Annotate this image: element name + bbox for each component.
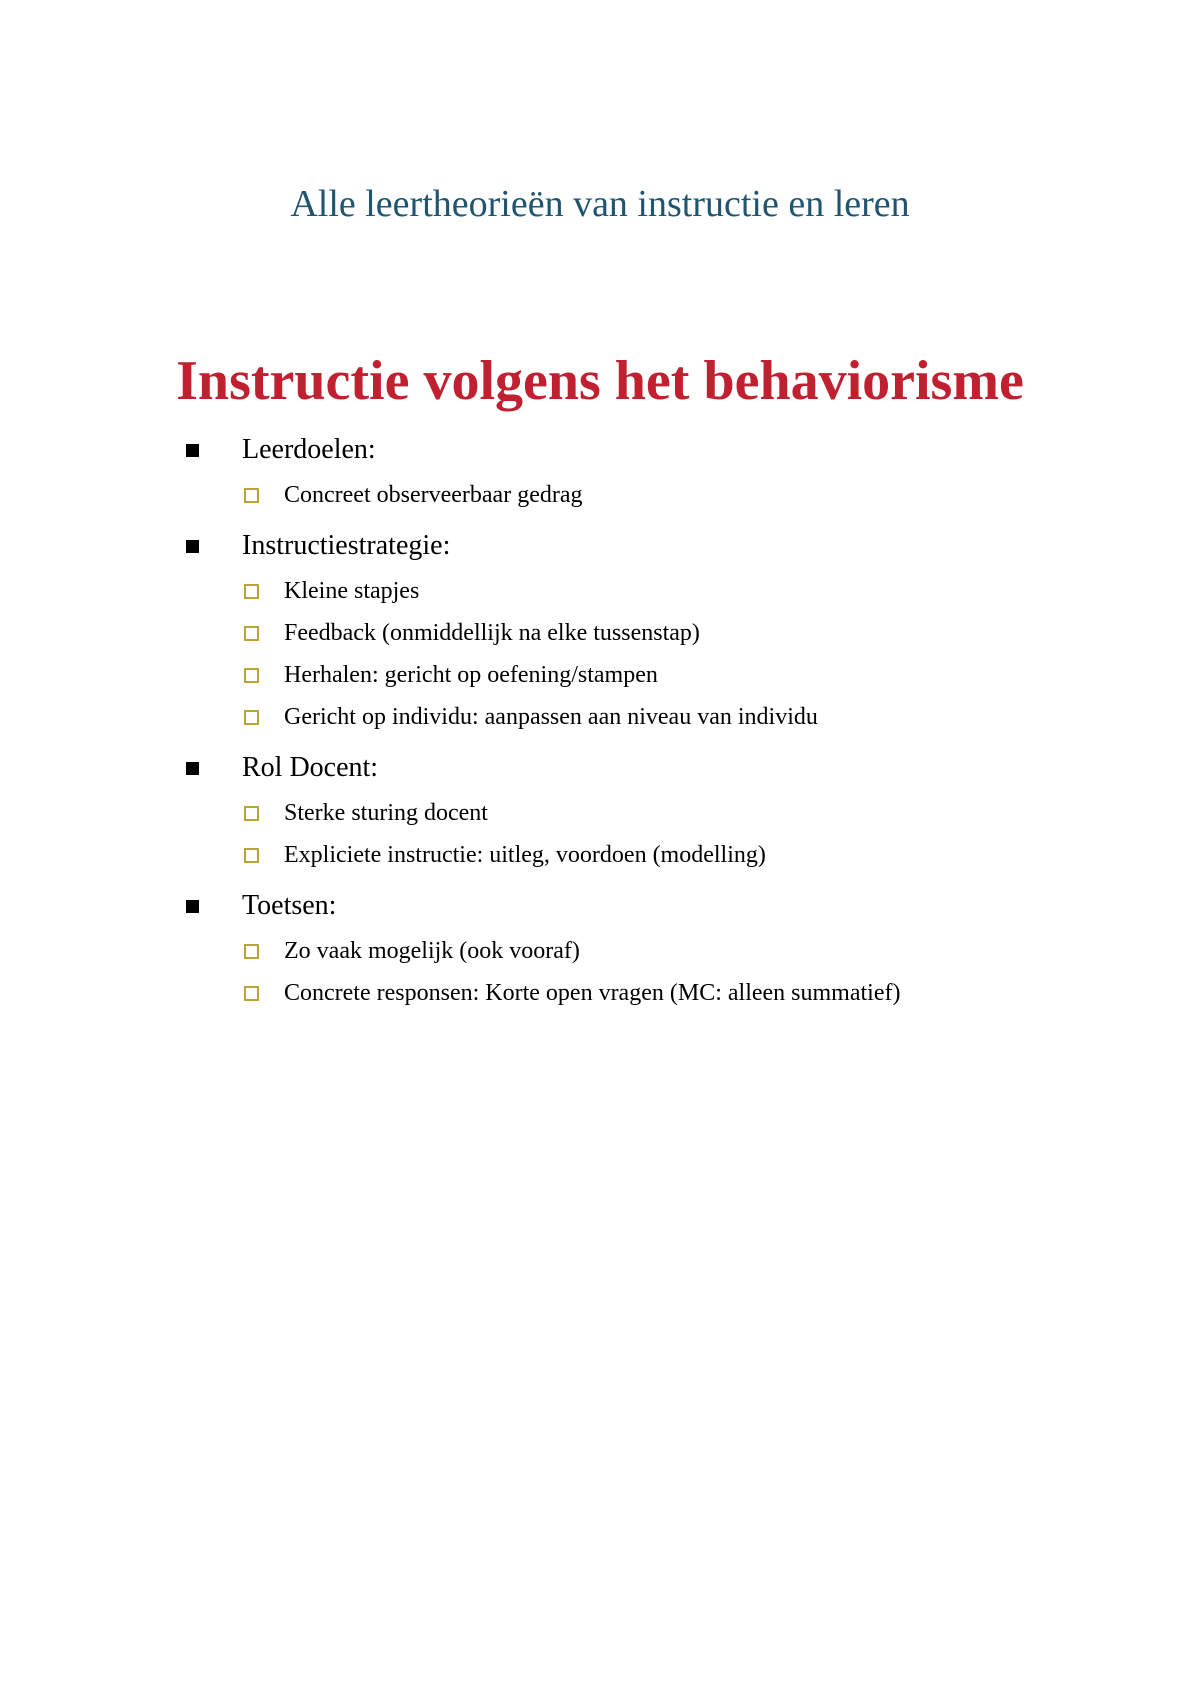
sub-list-item (244, 972, 1160, 1014)
sub-list-item-text: Concrete responsen: Korte open vragen (MC: alleen summatief) (284, 980, 901, 1006)
hollow-square-bullet-icon (244, 668, 259, 683)
sub-list-item-text: Gericht op individu: aanpassen aan niveau van individu (284, 704, 818, 730)
outline-item-row (180, 882, 1160, 930)
hollow-square-bullet-icon (244, 710, 259, 725)
hollow-square-bullet-icon (244, 944, 259, 959)
hollow-square-bullet-icon (244, 848, 259, 863)
hollow-square-bullet-icon (244, 986, 259, 1001)
sub-list-item-text: Expliciete instructie: uitleg, voordoen (modelling) (284, 842, 766, 868)
sub-list (180, 570, 1160, 738)
sub-list-item (244, 930, 1160, 972)
sub-list-item-text: Kleine stapjes (284, 578, 420, 604)
outline-item-row (180, 744, 1160, 792)
sub-list-item (244, 612, 1160, 654)
document-title: Alle leertheorieën van instructie en leren (290, 183, 910, 225)
outline-item-instructiestrategie (180, 522, 1160, 738)
sub-list-item (244, 570, 1160, 612)
sub-list-item-text: Feedback (onmiddellijk na elke tussenstap) (284, 620, 700, 646)
sub-list (180, 474, 1160, 516)
outline-item-row (180, 522, 1160, 570)
square-bullet-icon (186, 444, 199, 457)
square-bullet-icon (186, 762, 199, 775)
sub-list-item (244, 654, 1160, 696)
bullet-outline (180, 426, 1160, 1020)
hollow-square-bullet-icon (244, 806, 259, 821)
sub-list-item-text: Sterke sturing docent (284, 800, 488, 826)
outline-item-label: Leerdoelen: (242, 434, 376, 465)
outline-item-label: Instructiestrategie: (242, 530, 451, 561)
outline-item-row (180, 426, 1160, 474)
sub-list-item (244, 696, 1160, 738)
hollow-square-bullet-icon (244, 488, 259, 503)
sub-list-item-text: Concreet observeerbaar gedrag (284, 482, 583, 508)
hollow-square-bullet-icon (244, 584, 259, 599)
outline-item-label: Rol Docent: (242, 752, 379, 783)
outline-item-leerdoelen (180, 426, 1160, 516)
hollow-square-bullet-icon (244, 626, 259, 641)
sub-list-item (244, 834, 1160, 876)
sub-list-item (244, 792, 1160, 834)
sub-list (180, 792, 1160, 876)
sub-list-item-text: Zo vaak mogelijk (ook vooraf) (284, 938, 580, 964)
sub-list-item (244, 474, 1160, 516)
square-bullet-icon (186, 900, 199, 913)
outline-item-rol-docent (180, 744, 1160, 876)
outline-item-toetsen (180, 882, 1160, 1014)
section-heading: Instructie volgens het behaviorisme (176, 350, 1024, 412)
outline-item-label: Toetsen: (242, 890, 337, 921)
sub-list-item-text: Herhalen: gericht op oefening/stampen (284, 662, 658, 688)
sub-list (180, 930, 1160, 1014)
square-bullet-icon (186, 540, 199, 553)
